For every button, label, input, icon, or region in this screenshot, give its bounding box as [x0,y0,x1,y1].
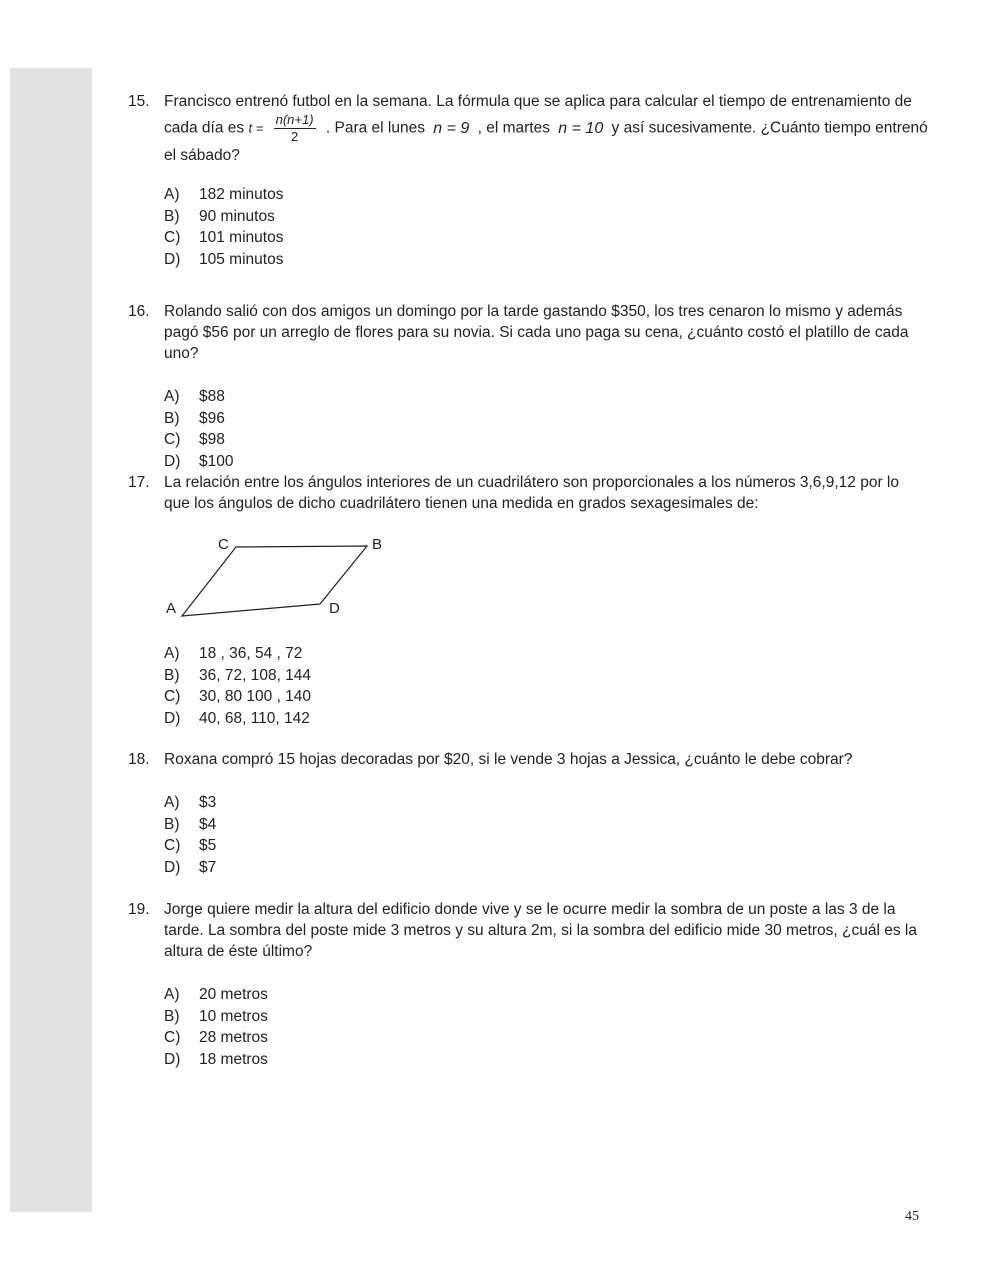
option-b[interactable]: B) $96 [164,409,225,427]
page-number: 45 [905,1209,919,1224]
question-15 [128,91,928,270]
question-number: 19. [128,901,150,918]
question-text: La relación entre los ángulos interiores de un cuadrilátero son proporcionales a los números 3,6,9,12 por lo que los ángulos de dicho cuadrilátero tienen una medida en grados sexagesimales de: [164,474,899,512]
question-text: Francisco entrenó futbol en la semana. La fórmula que se aplica para calcular el tiempo de entrenamiento de cada día es t = $\frac{n(n+1)}{2}$ . Para el lunes n = 9 , el martes n = 10 y así sucesivamente. ¿Cuánto tiempo entrenó el sábado? [164,93,928,164]
option-a[interactable]: A) 182 minutos [164,186,284,203]
option-d[interactable]: D) 105 minutos [164,250,284,268]
option-c[interactable]: C) $5 [164,837,217,854]
answer-options [164,643,928,729]
option-b[interactable]: B) 36, 72, 108, 144 [164,666,312,684]
quadrilateral-figure [160,530,400,630]
vertex-label-c: C [218,536,229,553]
question-19 [128,899,928,1070]
answer-options [164,386,928,472]
question-17 [128,472,928,514]
answer-options [164,792,928,878]
question-number: 18. [128,751,150,768]
option-a[interactable]: A) $3 [164,794,217,811]
formula-variable: t = [248,120,264,136]
question-text: Roxana compró 15 hojas decoradas por $20, si le vende 3 hojas a Jessica, ¿cuánto le debe cobrar? [164,751,853,768]
question-16 [128,301,928,472]
question-18 [128,749,928,878]
formula-numerator: n(n+1) [275,112,314,127]
option-c[interactable]: C) 30, 80 100 , 140 [164,688,312,705]
option-c[interactable]: C) 101 minutos [164,229,284,246]
option-b[interactable]: B) 90 minutos [164,207,275,225]
option-d[interactable]: D) 18 metros [164,1050,268,1068]
formula-fraction [274,112,316,145]
option-a[interactable]: A) 18 , 36, 54 , 72 [164,645,303,662]
vertex-label-a: A [166,600,177,617]
option-c[interactable]: C) $98 [164,431,225,448]
option-b[interactable]: B) $4 [164,815,217,833]
answer-options [164,984,928,1070]
page-margin-bar [10,68,92,1212]
equation-tuesday: n = 10 [558,119,604,137]
question-number: 16. [128,303,150,320]
option-d[interactable]: D) $100 [164,452,234,470]
option-a[interactable]: A) 20 metros [164,986,268,1003]
option-d[interactable]: D) 40, 68, 110, 142 [164,709,310,727]
option-a[interactable]: A) $88 [164,388,225,405]
option-b[interactable]: B) 10 metros [164,1007,268,1025]
option-c[interactable]: C) 28 metros [164,1029,268,1046]
question-text: Rolando salió con dos amigos un domingo por la tarde gastando $350, los tres cenaron lo mismo y además pagó $56 por un arreglo de flores para su novia. Si cada uno paga su cena, ¿cuánto costó el platillo de cada uno? [164,303,909,362]
answer-options [164,184,928,270]
formula-denominator: 2 [290,129,299,144]
vertex-label-b: B [372,536,383,553]
question-text: Jorge quiere medir la altura del edificio donde vive y se le ocurre medir la sombra de un poste a las 3 de la tarde. La sombra del poste mide 3 metros y su altura 2m, si la sombra del edificio mide 30 metros, ¿cuál es la altura de éste último? [164,901,917,960]
option-d[interactable]: D) $7 [164,858,217,876]
equation-monday: n = 9 [433,119,470,137]
question-17-options [128,643,928,729]
question-number: 15. [128,93,150,110]
question-number: 17. [128,474,150,491]
vertex-label-d: D [329,600,340,617]
quadrilateral-diagram [160,530,400,630]
